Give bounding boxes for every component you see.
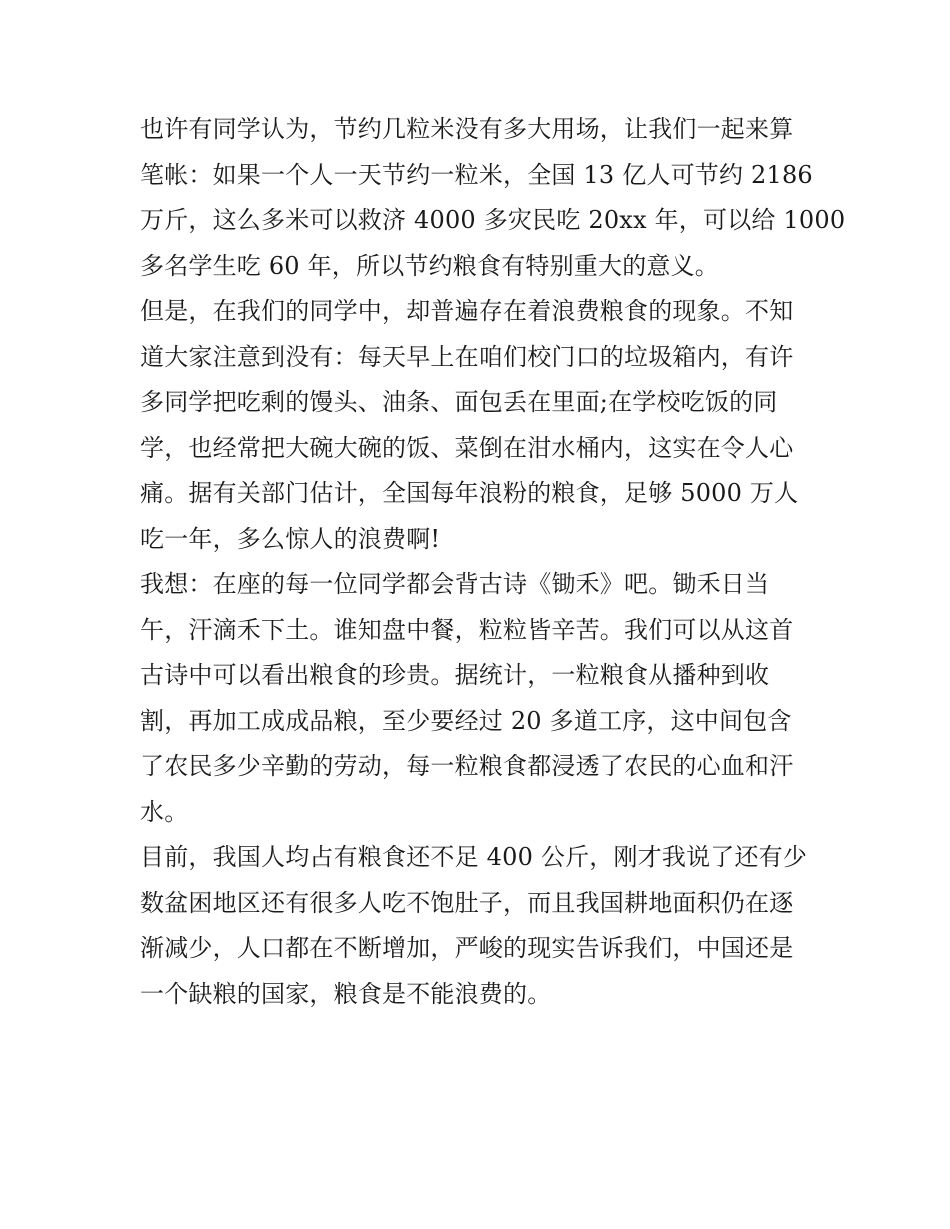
text-line: 数盆困地区还有很多人吃不饱肚子，而且我国耕地面积仍在逐 (140, 888, 794, 917)
text-line: 割，再加工成成品粮，至少要经过 20 多道工序，这中间包含 (140, 706, 792, 735)
text-line: 也许有同学认为，节约几粒米没有多大用场，让我们一起来算 (140, 115, 794, 143)
text-line: 多同学把吃剩的馒头、油条、面包丢在里面;在学校吃饭的同 (140, 388, 778, 416)
text-line: 了农民多少辛勤的劳动，每一粒粮食都浸透了农民的心血和汗 (140, 752, 794, 780)
text-line: 渐减少，人口都在不断增加，严峻的现实告诉我们，中国还是 (140, 934, 794, 962)
text-line: 道大家注意到没有：每天早上在咱们校门口的垃圾箱内，有许 (140, 342, 794, 371)
text-line: 痛。据有关部门估计，全国每年浪粉的粮食，足够 5000 万人 (140, 479, 799, 507)
text-line: 吃一年，多么惊人的浪费啊! (140, 524, 441, 553)
text-line: 多名学生吃 60 年，所以节约粮食有特别重大的意义。 (140, 251, 719, 280)
text-line: 午，汗滴禾下土。谁知盘中餐，粒粒皆辛苦。我们可以从这首 (140, 615, 794, 644)
text-line: 但是，在我们的同学中，却普遍存在着浪费粮食的现象。不知 (140, 297, 794, 325)
text-line: 目前，我国人均占有粮食还不足 400 公斤，刚才我说了还有少 (140, 843, 808, 871)
text-line: 水。 (140, 797, 189, 826)
document-body (140, 107, 846, 1017)
text-line: 古诗中可以看出粮食的珍贵。据统计，一粒粮食从播种到收 (140, 661, 770, 689)
text-line: 笔帐：如果一个人一天节约一粒米，全国 13 亿人可节约 2186 (140, 160, 813, 189)
text-line: 一个缺粮的国家，粮食是不能浪费的。 (140, 979, 552, 1008)
text-line: 我想：在座的每一位同学都会背古诗《锄禾》吧。锄禾日当 (140, 570, 770, 598)
text-line: 学，也经常把大碗大碗的饭、菜倒在泔水桶内，这实在令人心 (140, 433, 794, 462)
text-line: 万斤，这么多米可以救济 4000 多灾民吃 20xx 年，可以给 1000 (140, 206, 846, 234)
